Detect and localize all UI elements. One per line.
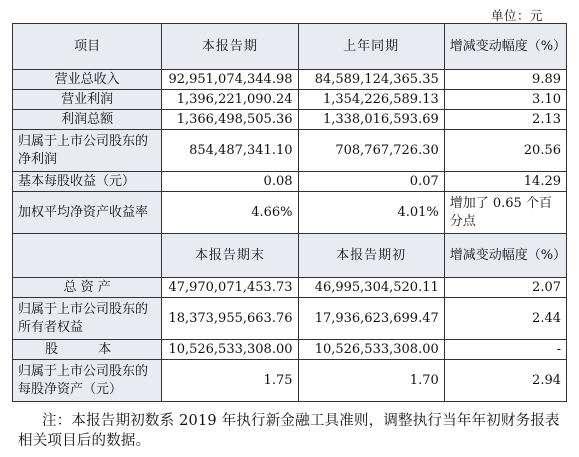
row-label: 归属于上市公司股东的净利润: [13, 130, 162, 172]
header-item: 项目: [13, 24, 162, 70]
row-label: 加权平均净资产收益率: [13, 192, 162, 234]
row-change: 9.89: [444, 70, 566, 90]
row-current: 18,373,955,663.76: [162, 298, 298, 340]
row-label: 归属于上市公司股东的所有者权益: [13, 298, 162, 340]
row-label: 营业利润: [13, 90, 162, 110]
table-row: [13, 130, 567, 172]
row-current: 1,396,221,090.24: [162, 90, 298, 110]
table-row: [13, 192, 567, 234]
header-change-rate-2: 增减变动幅度（%）: [444, 234, 566, 278]
row-current: 4.66%: [162, 192, 298, 234]
table-row: [13, 90, 567, 110]
row-label: 利润总额: [13, 110, 162, 130]
row-previous: 0.07: [298, 172, 444, 192]
row-current: 47,970,071,453.73: [162, 278, 298, 298]
row-change: 14.29: [444, 172, 566, 192]
table-row: [13, 172, 567, 192]
row-change: 2.94: [444, 360, 566, 402]
row-previous: 4.01%: [298, 192, 444, 234]
table-header-2: [13, 234, 567, 278]
row-label: 归属于上市公司股东的每股净资产（元）: [13, 360, 162, 402]
row-previous: 1,338,016,593.69: [298, 110, 444, 130]
table-row: [13, 70, 567, 90]
footnote: 注：本报告期初数系 2019 年执行新金融工具准则，调整执行当年年初财务报表相关项目后的数据。: [18, 413, 560, 449]
row-current: 0.08: [162, 172, 298, 192]
row-change: 2.13: [444, 110, 566, 130]
row-change: 增加了 0.65 个百分点: [444, 192, 566, 234]
row-change: 20.56: [444, 130, 566, 172]
header-current-period: 本报告期: [162, 24, 298, 70]
row-current: 854,487,341.10: [162, 130, 298, 172]
header-blank: [13, 234, 162, 278]
row-label: 总 资 产: [13, 278, 162, 298]
row-previous: 46,995,304,520.11: [298, 278, 444, 298]
row-previous: 708,767,726.30: [298, 130, 444, 172]
table-row: [13, 278, 567, 298]
table-row: [13, 110, 567, 130]
row-change: 2.07: [444, 278, 566, 298]
row-label: 股 本: [13, 340, 162, 360]
table-header-1: [13, 24, 567, 70]
row-previous: 84,589,124,365.35: [298, 70, 444, 90]
financial-summary-table: [12, 23, 567, 402]
row-previous: 1.70: [298, 360, 444, 402]
unit-label: 单位：元: [490, 8, 543, 23]
row-current: 92,951,074,344.98: [162, 70, 298, 90]
table-row: [13, 360, 567, 402]
header-change-rate: 增减变动幅度（%）: [444, 24, 566, 70]
header-period-end: 本报告期末: [162, 234, 298, 278]
row-change: -: [444, 340, 566, 360]
header-prior-year: 上年同期: [298, 24, 444, 70]
row-current: 1,366,498,505.36: [162, 110, 298, 130]
row-change: 2.44: [444, 298, 566, 340]
row-previous: 1,354,226,589.13: [298, 90, 444, 110]
header-period-start: 本报告期初: [298, 234, 444, 278]
row-change: 3.10: [444, 90, 566, 110]
row-current: 10,526,533,308.00: [162, 340, 298, 360]
row-previous: 10,526,533,308.00: [298, 340, 444, 360]
row-label: 营业总收入: [13, 70, 162, 90]
row-label: 基本每股收益（元）: [13, 172, 162, 192]
table-row: [13, 340, 567, 360]
row-current: 1.75: [162, 360, 298, 402]
table-row: [13, 298, 567, 340]
row-previous: 17,936,623,699.47: [298, 298, 444, 340]
